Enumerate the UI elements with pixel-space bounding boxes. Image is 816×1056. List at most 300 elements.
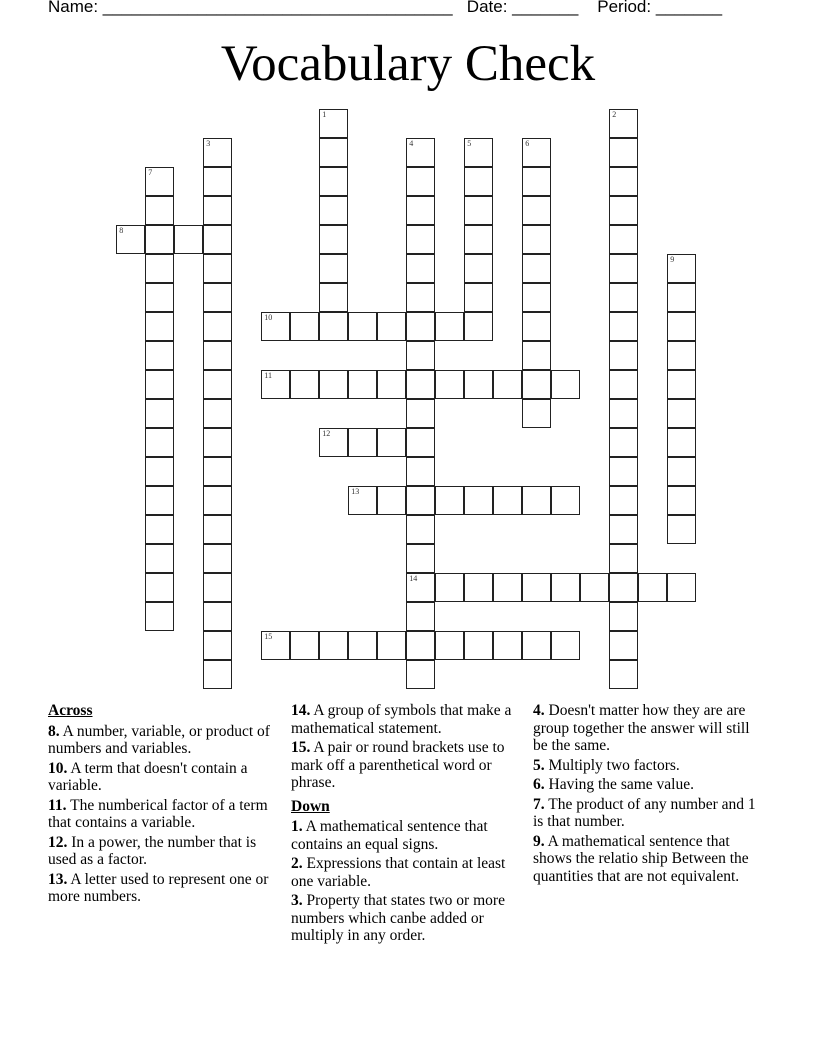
letter-input[interactable]: [552, 487, 579, 514]
grid-cell[interactable]: [145, 370, 174, 399]
letter-input[interactable]: [349, 371, 376, 398]
grid-cell[interactable]: [464, 254, 493, 283]
letter-input[interactable]: [668, 371, 695, 398]
grid-cell[interactable]: [406, 486, 435, 515]
grid-cell[interactable]: [464, 370, 493, 399]
letter-input[interactable]: [407, 632, 434, 659]
grid-cell[interactable]: [667, 486, 696, 515]
grid-cell[interactable]: [203, 515, 232, 544]
grid-cell[interactable]: [609, 660, 638, 689]
grid-cell[interactable]: [609, 370, 638, 399]
letter-input[interactable]: [407, 226, 434, 253]
letter-input[interactable]: [204, 545, 231, 572]
grid-cell[interactable]: [464, 225, 493, 254]
grid-cell[interactable]: [319, 312, 348, 341]
grid-cell[interactable]: [377, 486, 406, 515]
letter-input[interactable]: [146, 313, 173, 340]
grid-cell[interactable]: [145, 428, 174, 457]
grid-cell[interactable]: [667, 370, 696, 399]
grid-cell[interactable]: [667, 254, 696, 283]
letter-input[interactable]: [204, 487, 231, 514]
letter-input[interactable]: [291, 632, 318, 659]
grid-cell[interactable]: [203, 602, 232, 631]
letter-input[interactable]: [117, 226, 144, 253]
letter-input[interactable]: [146, 168, 173, 195]
letter-input[interactable]: [262, 371, 289, 398]
letter-input[interactable]: [204, 400, 231, 427]
grid-cell[interactable]: [319, 196, 348, 225]
letter-input[interactable]: [204, 284, 231, 311]
letter-input[interactable]: [320, 632, 347, 659]
grid-cell[interactable]: [406, 167, 435, 196]
grid-cell[interactable]: [319, 283, 348, 312]
grid-cell[interactable]: [464, 312, 493, 341]
grid-cell[interactable]: [145, 457, 174, 486]
letter-input[interactable]: [610, 342, 637, 369]
letter-input[interactable]: [523, 255, 550, 282]
letter-input[interactable]: [552, 574, 579, 601]
grid-cell[interactable]: [609, 544, 638, 573]
period-field[interactable]: Period: _______: [597, 0, 723, 16]
grid-cell[interactable]: [203, 167, 232, 196]
letter-input[interactable]: [610, 226, 637, 253]
letter-input[interactable]: [204, 429, 231, 456]
grid-cell[interactable]: [551, 370, 580, 399]
grid-cell[interactable]: [377, 428, 406, 457]
letter-input[interactable]: [407, 139, 434, 166]
letter-input[interactable]: [552, 632, 579, 659]
letter-input[interactable]: [146, 574, 173, 601]
grid-cell[interactable]: [406, 225, 435, 254]
grid-cell[interactable]: [319, 370, 348, 399]
grid-cell[interactable]: [522, 138, 551, 167]
letter-input[interactable]: [204, 661, 231, 688]
letter-input[interactable]: [610, 487, 637, 514]
letter-input[interactable]: [523, 226, 550, 253]
letter-input[interactable]: [436, 632, 463, 659]
letter-input[interactable]: [610, 516, 637, 543]
grid-cell[interactable]: [406, 138, 435, 167]
grid-cell[interactable]: [203, 428, 232, 457]
grid-cell[interactable]: [609, 399, 638, 428]
letter-input[interactable]: [146, 487, 173, 514]
letter-input[interactable]: [523, 574, 550, 601]
letter-input[interactable]: [320, 197, 347, 224]
letter-input[interactable]: [378, 313, 405, 340]
letter-input[interactable]: [668, 574, 695, 601]
letter-input[interactable]: [610, 371, 637, 398]
grid-cell[interactable]: [377, 631, 406, 660]
letter-input[interactable]: [320, 429, 347, 456]
letter-input[interactable]: [494, 574, 521, 601]
letter-input[interactable]: [436, 574, 463, 601]
grid-cell[interactable]: [609, 573, 638, 602]
grid-cell[interactable]: [203, 283, 232, 312]
grid-cell[interactable]: [609, 167, 638, 196]
letter-input[interactable]: [349, 313, 376, 340]
grid-cell[interactable]: [203, 399, 232, 428]
grid-cell[interactable]: [203, 544, 232, 573]
grid-cell[interactable]: [319, 225, 348, 254]
letter-input[interactable]: [146, 429, 173, 456]
letter-input[interactable]: [465, 487, 492, 514]
letter-input[interactable]: [146, 226, 173, 253]
grid-cell[interactable]: [638, 573, 667, 602]
letter-input[interactable]: [494, 632, 521, 659]
letter-input[interactable]: [610, 255, 637, 282]
grid-cell[interactable]: [522, 312, 551, 341]
grid-cell[interactable]: [609, 428, 638, 457]
letter-input[interactable]: [523, 313, 550, 340]
grid-cell[interactable]: [493, 631, 522, 660]
letter-input[interactable]: [320, 110, 347, 137]
grid-cell[interactable]: [609, 602, 638, 631]
grid-cell[interactable]: [377, 312, 406, 341]
grid-cell[interactable]: [145, 196, 174, 225]
grid-cell[interactable]: [522, 341, 551, 370]
letter-input[interactable]: [175, 226, 202, 253]
grid-cell[interactable]: [522, 254, 551, 283]
letter-input[interactable]: [581, 574, 608, 601]
letter-input[interactable]: [378, 429, 405, 456]
grid-cell[interactable]: [667, 399, 696, 428]
letter-input[interactable]: [146, 458, 173, 485]
grid-cell[interactable]: [464, 573, 493, 602]
grid-cell[interactable]: [319, 428, 348, 457]
letter-input[interactable]: [378, 632, 405, 659]
grid-cell[interactable]: [551, 486, 580, 515]
grid-cell[interactable]: [522, 486, 551, 515]
letter-input[interactable]: [407, 197, 434, 224]
letter-input[interactable]: [291, 371, 318, 398]
letter-input[interactable]: [407, 574, 434, 601]
grid-cell[interactable]: [203, 370, 232, 399]
letter-input[interactable]: [146, 255, 173, 282]
letter-input[interactable]: [610, 661, 637, 688]
letter-input[interactable]: [320, 313, 347, 340]
letter-input[interactable]: [552, 371, 579, 398]
letter-input[interactable]: [320, 371, 347, 398]
letter-input[interactable]: [320, 139, 347, 166]
letter-input[interactable]: [320, 226, 347, 253]
letter-input[interactable]: [407, 400, 434, 427]
grid-cell[interactable]: [203, 660, 232, 689]
letter-input[interactable]: [610, 400, 637, 427]
grid-cell[interactable]: [609, 254, 638, 283]
grid-cell[interactable]: [435, 631, 464, 660]
letter-input[interactable]: [320, 284, 347, 311]
letter-input[interactable]: [204, 313, 231, 340]
grid-cell[interactable]: [145, 602, 174, 631]
letter-input[interactable]: [436, 313, 463, 340]
grid-cell[interactable]: [667, 283, 696, 312]
letter-input[interactable]: [610, 545, 637, 572]
letter-input[interactable]: [610, 168, 637, 195]
letter-input[interactable]: [378, 487, 405, 514]
letter-input[interactable]: [349, 429, 376, 456]
letter-input[interactable]: [610, 574, 637, 601]
grid-cell[interactable]: [609, 283, 638, 312]
letter-input[interactable]: [204, 139, 231, 166]
grid-cell[interactable]: [203, 486, 232, 515]
grid-cell[interactable]: [493, 486, 522, 515]
grid-cell[interactable]: [406, 370, 435, 399]
letter-input[interactable]: [610, 603, 637, 630]
grid-cell[interactable]: [145, 399, 174, 428]
grid-cell[interactable]: [145, 573, 174, 602]
grid-cell[interactable]: [609, 109, 638, 138]
letter-input[interactable]: [407, 255, 434, 282]
grid-cell[interactable]: [406, 254, 435, 283]
letter-input[interactable]: [204, 574, 231, 601]
letter-input[interactable]: [146, 400, 173, 427]
letter-input[interactable]: [407, 313, 434, 340]
letter-input[interactable]: [610, 284, 637, 311]
grid-cell[interactable]: [203, 573, 232, 602]
grid-cell[interactable]: [406, 399, 435, 428]
grid-cell[interactable]: [464, 138, 493, 167]
grid-cell[interactable]: [522, 399, 551, 428]
letter-input[interactable]: [523, 139, 550, 166]
letter-input[interactable]: [407, 487, 434, 514]
grid-cell[interactable]: [406, 196, 435, 225]
letter-input[interactable]: [465, 255, 492, 282]
grid-cell[interactable]: [667, 457, 696, 486]
grid-cell[interactable]: [609, 631, 638, 660]
grid-cell[interactable]: [609, 196, 638, 225]
grid-cell[interactable]: [145, 312, 174, 341]
letter-input[interactable]: [436, 371, 463, 398]
letter-input[interactable]: [668, 313, 695, 340]
grid-cell[interactable]: [145, 341, 174, 370]
grid-cell[interactable]: [290, 312, 319, 341]
letter-input[interactable]: [465, 371, 492, 398]
letter-input[interactable]: [668, 255, 695, 282]
grid-cell[interactable]: [522, 167, 551, 196]
letter-input[interactable]: [523, 371, 550, 398]
letter-input[interactable]: [610, 110, 637, 137]
letter-input[interactable]: [668, 400, 695, 427]
grid-cell[interactable]: [406, 544, 435, 573]
grid-cell[interactable]: [551, 631, 580, 660]
grid-cell[interactable]: [116, 225, 145, 254]
grid-cell[interactable]: [145, 254, 174, 283]
grid-cell[interactable]: [406, 312, 435, 341]
grid-cell[interactable]: [609, 312, 638, 341]
grid-cell[interactable]: [522, 573, 551, 602]
letter-input[interactable]: [465, 284, 492, 311]
grid-cell[interactable]: [493, 573, 522, 602]
grid-cell[interactable]: [667, 573, 696, 602]
letter-input[interactable]: [407, 429, 434, 456]
letter-input[interactable]: [146, 284, 173, 311]
letter-input[interactable]: [407, 603, 434, 630]
grid-cell[interactable]: [203, 312, 232, 341]
grid-cell[interactable]: [406, 631, 435, 660]
letter-input[interactable]: [465, 313, 492, 340]
letter-input[interactable]: [465, 632, 492, 659]
letter-input[interactable]: [668, 284, 695, 311]
grid-cell[interactable]: [319, 631, 348, 660]
grid-cell[interactable]: [319, 138, 348, 167]
grid-cell[interactable]: [435, 312, 464, 341]
letter-input[interactable]: [204, 516, 231, 543]
date-field[interactable]: Date: _______: [466, 0, 579, 16]
grid-cell[interactable]: [493, 370, 522, 399]
grid-cell[interactable]: [435, 370, 464, 399]
letter-input[interactable]: [407, 371, 434, 398]
grid-cell[interactable]: [522, 196, 551, 225]
letter-input[interactable]: [407, 168, 434, 195]
letter-input[interactable]: [146, 516, 173, 543]
grid-cell[interactable]: [406, 602, 435, 631]
letter-input[interactable]: [610, 139, 637, 166]
letter-input[interactable]: [436, 487, 463, 514]
letter-input[interactable]: [204, 342, 231, 369]
letter-input[interactable]: [204, 197, 231, 224]
letter-input[interactable]: [523, 284, 550, 311]
grid-cell[interactable]: [348, 370, 377, 399]
grid-cell[interactable]: [261, 370, 290, 399]
grid-cell[interactable]: [609, 341, 638, 370]
letter-input[interactable]: [465, 139, 492, 166]
letter-input[interactable]: [407, 284, 434, 311]
grid-cell[interactable]: [406, 428, 435, 457]
letter-input[interactable]: [407, 516, 434, 543]
grid-cell[interactable]: [174, 225, 203, 254]
letter-input[interactable]: [668, 429, 695, 456]
letter-input[interactable]: [146, 371, 173, 398]
grid-cell[interactable]: [464, 631, 493, 660]
letter-input[interactable]: [407, 342, 434, 369]
grid-cell[interactable]: [203, 138, 232, 167]
grid-cell[interactable]: [348, 631, 377, 660]
grid-cell[interactable]: [261, 631, 290, 660]
grid-cell[interactable]: [667, 515, 696, 544]
letter-input[interactable]: [262, 632, 289, 659]
letter-input[interactable]: [639, 574, 666, 601]
grid-cell[interactable]: [319, 109, 348, 138]
letter-input[interactable]: [291, 313, 318, 340]
grid-cell[interactable]: [145, 167, 174, 196]
grid-cell[interactable]: [522, 631, 551, 660]
letter-input[interactable]: [668, 516, 695, 543]
name-field[interactable]: Name: _____________________________________: [48, 0, 453, 16]
grid-cell[interactable]: [145, 225, 174, 254]
letter-input[interactable]: [262, 313, 289, 340]
letter-input[interactable]: [146, 603, 173, 630]
grid-cell[interactable]: [145, 283, 174, 312]
grid-cell[interactable]: [406, 341, 435, 370]
grid-cell[interactable]: [261, 312, 290, 341]
grid-cell[interactable]: [145, 515, 174, 544]
letter-input[interactable]: [378, 371, 405, 398]
letter-input[interactable]: [204, 632, 231, 659]
letter-input[interactable]: [465, 197, 492, 224]
letter-input[interactable]: [668, 458, 695, 485]
grid-cell[interactable]: [348, 312, 377, 341]
letter-input[interactable]: [523, 632, 550, 659]
grid-cell[interactable]: [609, 138, 638, 167]
grid-cell[interactable]: [203, 457, 232, 486]
grid-cell[interactable]: [464, 167, 493, 196]
grid-cell[interactable]: [522, 225, 551, 254]
grid-cell[interactable]: [435, 573, 464, 602]
letter-input[interactable]: [349, 487, 376, 514]
letter-input[interactable]: [204, 371, 231, 398]
letter-input[interactable]: [523, 342, 550, 369]
letter-input[interactable]: [465, 168, 492, 195]
letter-input[interactable]: [610, 632, 637, 659]
grid-cell[interactable]: [290, 370, 319, 399]
letter-input[interactable]: [523, 487, 550, 514]
grid-cell[interactable]: [203, 196, 232, 225]
grid-cell[interactable]: [406, 457, 435, 486]
grid-cell[interactable]: [667, 341, 696, 370]
letter-input[interactable]: [320, 168, 347, 195]
grid-cell[interactable]: [551, 573, 580, 602]
grid-cell[interactable]: [580, 573, 609, 602]
grid-cell[interactable]: [609, 515, 638, 544]
grid-cell[interactable]: [203, 631, 232, 660]
grid-cell[interactable]: [464, 486, 493, 515]
grid-cell[interactable]: [522, 283, 551, 312]
letter-input[interactable]: [465, 226, 492, 253]
letter-input[interactable]: [146, 197, 173, 224]
letter-input[interactable]: [204, 255, 231, 282]
letter-input[interactable]: [204, 168, 231, 195]
letter-input[interactable]: [204, 458, 231, 485]
grid-cell[interactable]: [406, 573, 435, 602]
grid-cell[interactable]: [609, 457, 638, 486]
letter-input[interactable]: [523, 400, 550, 427]
letter-input[interactable]: [668, 342, 695, 369]
grid-cell[interactable]: [348, 486, 377, 515]
letter-input[interactable]: [523, 168, 550, 195]
grid-cell[interactable]: [203, 254, 232, 283]
grid-cell[interactable]: [145, 544, 174, 573]
letter-input[interactable]: [494, 371, 521, 398]
letter-input[interactable]: [610, 313, 637, 340]
grid-cell[interactable]: [377, 370, 406, 399]
letter-input[interactable]: [146, 545, 173, 572]
letter-input[interactable]: [349, 632, 376, 659]
letter-input[interactable]: [523, 197, 550, 224]
grid-cell[interactable]: [464, 196, 493, 225]
grid-cell[interactable]: [667, 312, 696, 341]
grid-cell[interactable]: [522, 370, 551, 399]
grid-cell[interactable]: [203, 225, 232, 254]
letter-input[interactable]: [407, 545, 434, 572]
grid-cell[interactable]: [406, 283, 435, 312]
letter-input[interactable]: [146, 342, 173, 369]
letter-input[interactable]: [204, 603, 231, 630]
grid-cell[interactable]: [609, 225, 638, 254]
letter-input[interactable]: [465, 574, 492, 601]
grid-cell[interactable]: [435, 486, 464, 515]
grid-cell[interactable]: [406, 515, 435, 544]
letter-input[interactable]: [407, 458, 434, 485]
letter-input[interactable]: [204, 226, 231, 253]
letter-input[interactable]: [610, 429, 637, 456]
grid-cell[interactable]: [319, 254, 348, 283]
letter-input[interactable]: [610, 197, 637, 224]
grid-cell[interactable]: [319, 167, 348, 196]
grid-cell[interactable]: [609, 486, 638, 515]
grid-cell[interactable]: [203, 341, 232, 370]
grid-cell[interactable]: [348, 428, 377, 457]
grid-cell[interactable]: [145, 486, 174, 515]
